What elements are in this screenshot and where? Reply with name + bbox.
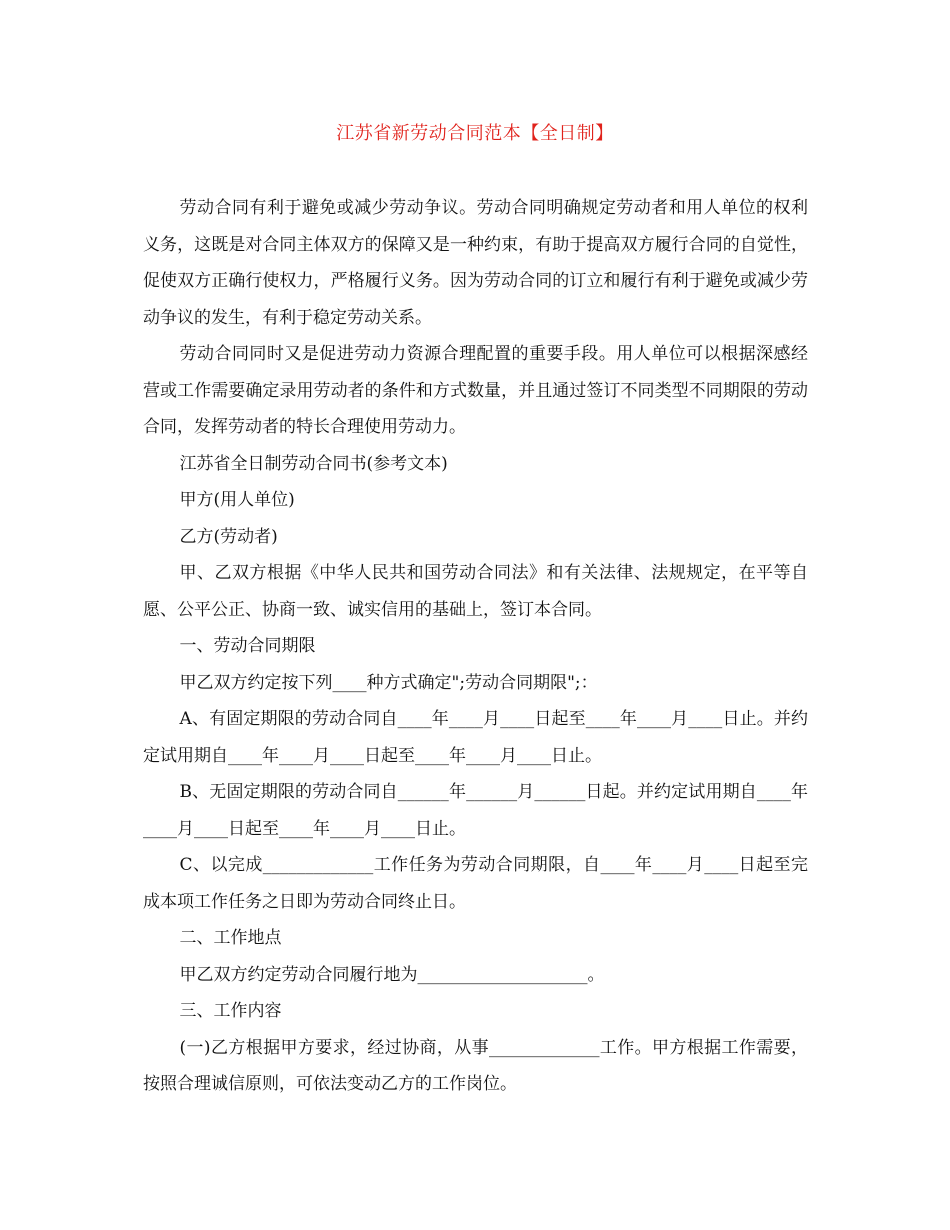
party-a-line: 甲方(用人单位) [179,490,295,510]
paragraph-intro-2: 劳动合同同时又是促进劳动力资源合理配置的重要手段。用人单位可以根据深感经营或工作需要确定录用劳动者的条件和方式数量，并且通过签订不同类型不同期限的劳动合同，发挥劳动者的特长合理使用劳动力。 [143,344,808,437]
location-line: 甲乙双方约定劳动合同履行地为____________________。 [179,964,605,985]
section-heading-term: 一、劳动合同期限 [179,636,316,656]
document-body [143,190,808,1103]
preamble-paragraph: 甲、乙双方根据《中华人民共和国劳动合同法》和有关法律、法规规定，在平等自愿、公平公正、协商一致、诚实信用的基础上，签订本合同。 [143,563,808,620]
term-option-b: B、无固定期限的劳动合同自______年______月______日起。并约定试用期自____年____月____日起至____年____月____日止。 [143,782,808,839]
section-heading-content: 三、工作内容 [179,1001,282,1021]
contract-heading: 江苏省全日制劳动合同书(参考文本) [179,453,448,474]
party-b-line: 乙方(劳动者) [179,526,278,547]
term-option-a: A、有固定期限的劳动合同自____年____月____日起至____年____月____日止。并约定试用期自____年____月____日起至____年____月____日止。 [143,709,808,766]
document-title: 江苏省新劳动合同范本【全日制】 [336,123,614,144]
work-content-paragraph: (一)乙方根据甲方要求，经过协商，从事_____________工作。甲方根据工作需要，按照合理诚信原则，可依法变动乙方的工作岗位。 [143,1037,808,1094]
term-option-c: C、以完成_____________工作任务为劳动合同期限，自____年____月____日起至完成本项工作任务之日即为劳动合同终止日。 [143,855,808,912]
paragraph-intro-1: 劳动合同有利于避免或减少劳动争议。劳动合同明确规定劳动者和用人单位的权利义务，这既是对合同主体双方的保障又是一种约束，有助于提高双方履行合同的自觉性，促使双方正确行使权力，严格履行义务。因为劳动合同的订立和履行有利于避免或减少劳动争议的发生，有利于稳定劳动关系。 [143,198,808,328]
section-heading-location: 二、工作地点 [179,928,282,948]
term-method-line: 甲乙双方约定按下列____种方式确定";劳动合同期限";： [179,672,598,693]
